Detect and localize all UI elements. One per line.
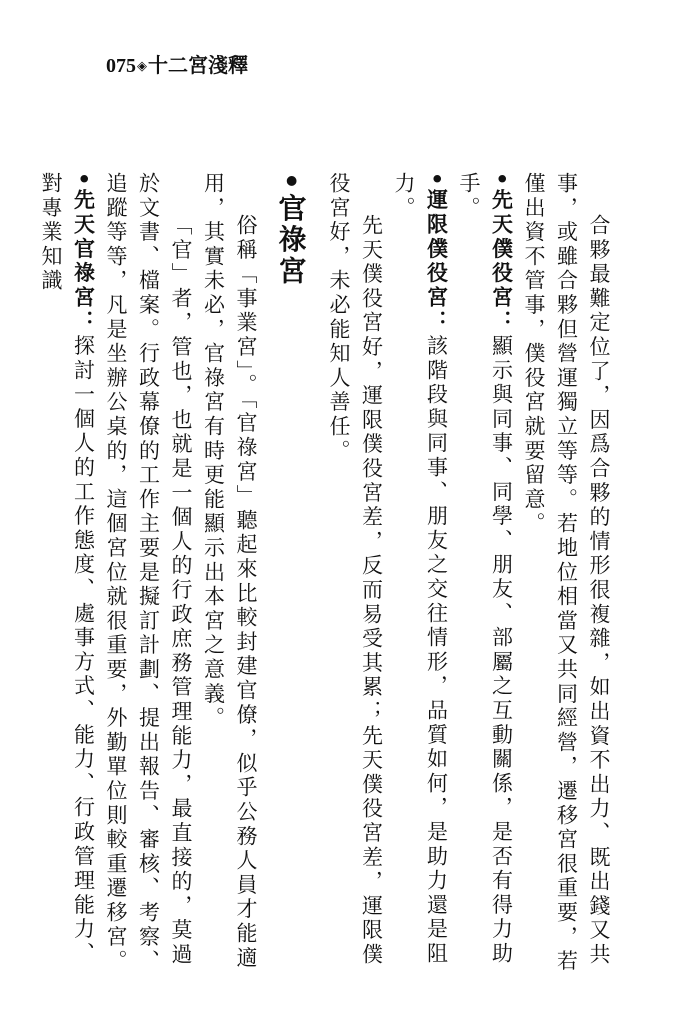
page-number: 075	[106, 55, 136, 77]
bullet-text: 該階段與同事、朋友之交往情形，品質如何，是助力還是阻力。	[392, 172, 449, 967]
paragraph-friends-summary: 先天僕役宮好，運限僕役宮差，反而易受其累；先天僕役宮差，運限僕役宮好，未必能知人善任。	[327, 172, 384, 968]
paragraph-career-palace-intro: 俗稱「事業宮」。「官祿宮」聽起來比較封建官僚，似乎公務人員才能適用，其實未必，官祿宮有時更能顯示出本宮之意義。	[201, 172, 258, 971]
bullet-icon: •	[71, 172, 96, 189]
bullet-text: 探討一個人的工作態度、處事方式、能力、行政管理能力、對專業知識	[39, 172, 96, 967]
section-bullet-icon: •	[274, 172, 308, 194]
paragraph-partnership: 合夥最難定位了，因爲合夥的情形很複雜，如出資不出力、既出錢又共事，或雖合夥但營運獨立等等。若地位相當又共同經營，遷移宮很重要，若僅出資不管事，僕役宮就要留意。	[522, 172, 611, 974]
bullet-text: 顯示與同事、同學、朋友、部屬之互動關係，是否有得力助手。	[457, 172, 514, 967]
vertical-body-text	[39, 172, 615, 982]
bullet-icon: •	[489, 172, 514, 189]
bullet-innate-friends-palace	[453, 172, 518, 982]
bullet-period-friends-palace	[388, 172, 453, 982]
book-title: 十二宮淺釋	[148, 53, 248, 77]
bullet-icon: •	[424, 172, 449, 189]
page-header	[106, 49, 248, 78]
paragraph-career-palace-meaning: 「官」者，管也，也就是一個人的行政庶務管理能力，最直接的，莫過於文書、檔案。行政幕僚的工作主要是擬訂計劃、提出報告、審核、考察、追蹤等等，凡是坐辦公桌的，這個宮位就很重要，外勤單位則較重遷移宮。	[104, 172, 193, 974]
section-heading	[274, 172, 307, 982]
bullet-term: 運限僕役宮：	[424, 188, 449, 335]
bullet-innate-career-palace	[35, 172, 100, 982]
bullet-term: 先天官祿宮：	[71, 188, 96, 335]
diamond-separator-icon: ◈	[137, 59, 147, 74]
section-title: 官祿宮	[274, 193, 308, 288]
bullet-term: 先天僕役宮：	[489, 188, 514, 335]
